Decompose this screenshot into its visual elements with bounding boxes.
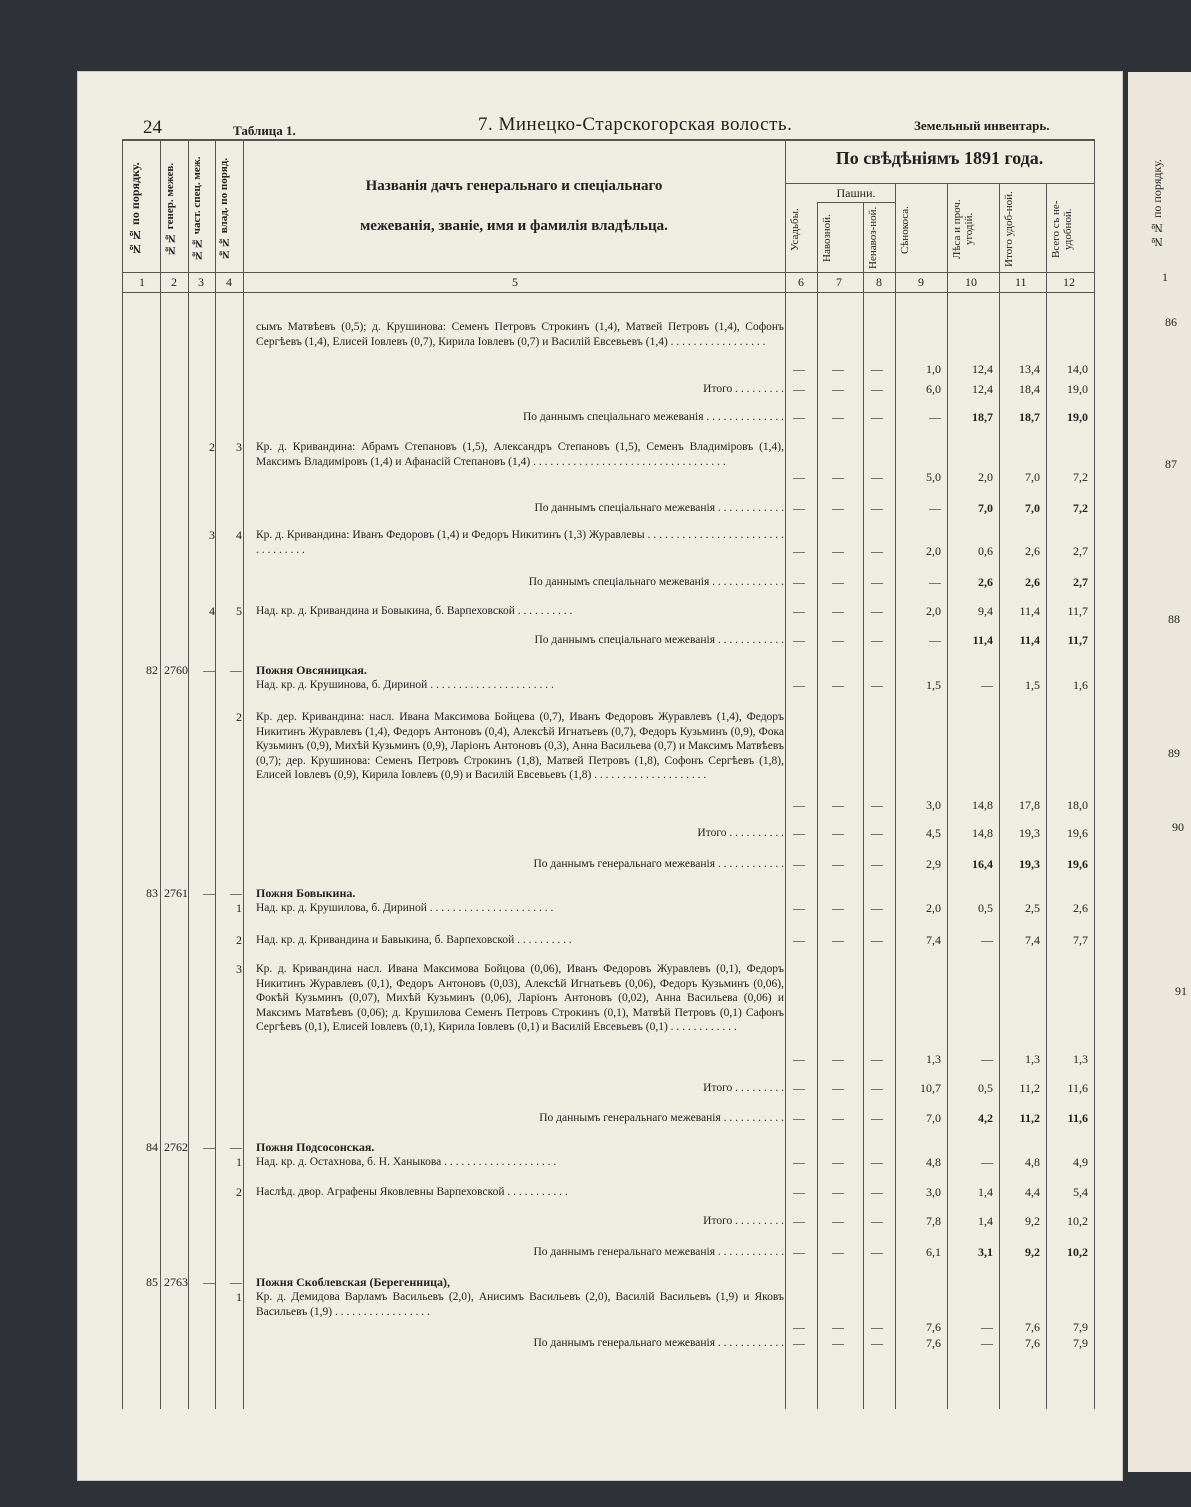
- row-value-v10: —: [981, 1155, 993, 1169]
- row-value-v10: 0,5: [978, 1081, 993, 1095]
- row-value-v6: —: [793, 604, 805, 618]
- row-value-v12: 1,3: [1073, 1052, 1088, 1066]
- row-id-c4: —: [230, 1140, 242, 1154]
- row-value-v8: —: [871, 1052, 883, 1066]
- row-value-v8: —: [871, 544, 883, 558]
- right-title: Земельный инвентарь.: [914, 118, 1050, 133]
- row-value-v9: 4,5: [926, 826, 941, 840]
- row-value-v7: —: [832, 1336, 844, 1350]
- row-value-v12: 7,9: [1073, 1320, 1088, 1334]
- row-value-v8: —: [871, 1320, 883, 1334]
- col-header-owner: №№ влад. по поряд.: [218, 157, 230, 261]
- row-description: По даннымъ спеціальнаго межеванія . . . . . . . . . . . . .: [528, 576, 784, 588]
- row-description: сымъ Матвѣевъ (0,5); д. Крушинова: Семенъ Петровъ Строкинъ (1,4), Матвей Петровъ (1,4), Софонъ Сергѣевъ (1,4), Елисей Іовлевъ (0,7), Кирила Іовлевъ (0,7) и Василій Евсевьевъ (1,4) . . . . . . . . . . . . . . . . .: [256, 321, 784, 348]
- row-value-v7: —: [832, 857, 844, 871]
- row-id-c1: 84: [146, 1140, 158, 1154]
- row-value-v12: 11,7: [1067, 633, 1088, 647]
- row-value-v6: —: [793, 1081, 805, 1095]
- row-value-v11: 18,7: [1019, 410, 1040, 424]
- row-value-v6: —: [793, 1185, 805, 1199]
- row-value-v8: —: [871, 1081, 883, 1095]
- row-value-v7: —: [832, 633, 844, 647]
- row-value-v6: —: [793, 1111, 805, 1125]
- row-value-v9: 7,6: [926, 1336, 941, 1350]
- row-value-v8: —: [871, 501, 883, 515]
- row-value-v9: 7,8: [926, 1214, 941, 1228]
- row-value-v9: —: [929, 410, 941, 424]
- row-value-v9: 2,0: [926, 901, 941, 915]
- row-id-c1: 83: [146, 886, 158, 900]
- row-value-v12: 19,6: [1067, 826, 1088, 840]
- row-value-v10: 18,7: [972, 410, 993, 424]
- row-value-v11: 7,0: [1025, 470, 1040, 484]
- row-value-v12: 18,0: [1067, 798, 1088, 812]
- row-value-v9: 6,1: [926, 1245, 941, 1259]
- row-value-v7: —: [832, 826, 844, 840]
- row-id-c4: —: [230, 663, 242, 677]
- row-value-v11: 7,6: [1025, 1320, 1040, 1334]
- row-description: По даннымъ генеральнаго межеванія . . . . . . . . . . . .: [533, 1246, 784, 1258]
- row-description: Наслѣд. двор. Аграфены Яковлевны Варпеховской . . . . . . . . . . .: [256, 1186, 568, 1198]
- row-description: Итого . . . . . . . . .: [703, 1215, 784, 1227]
- row-value-v12: 2,7: [1073, 575, 1088, 589]
- row-value-v12: 1,6: [1073, 678, 1088, 692]
- row-value-v9: 2,0: [926, 544, 941, 558]
- row-value-v7: —: [832, 1214, 844, 1228]
- row-value-v11: 9,2: [1025, 1214, 1040, 1228]
- col-header-nenavoznoi: Ненавоз-ной.: [867, 206, 879, 270]
- row-value-v6: —: [793, 1052, 805, 1066]
- col-sep-9: [947, 183, 948, 1409]
- row-value-v7: —: [832, 1052, 844, 1066]
- row-value-v10: —: [981, 1052, 993, 1066]
- row-id-c3: 2: [209, 440, 215, 454]
- row-description: По даннымъ генеральнаго межеванія . . . . . . . . . . . .: [533, 1337, 784, 1349]
- row-value-v6: —: [793, 382, 805, 396]
- row-value-v10: 1,4: [978, 1214, 993, 1228]
- pashni-line: [817, 202, 895, 203]
- top-border: [122, 139, 1094, 141]
- row-id-c3: —: [203, 663, 215, 677]
- row-description: По даннымъ генеральнаго межеванія . . . . . . . . . . . .: [533, 858, 784, 870]
- col-header-lesa: Лѣса и проч. угодій.: [951, 199, 975, 259]
- row-value-v6: —: [793, 362, 805, 376]
- col-sep-5: [785, 139, 786, 1409]
- row-value-v8: —: [871, 575, 883, 589]
- row-value-v8: —: [871, 410, 883, 424]
- colnum: 12: [1063, 275, 1075, 289]
- next-page-number: 88: [1168, 612, 1180, 626]
- meadow-heading: Пожня Подсосонская.: [256, 1140, 375, 1154]
- row-value-v7: —: [832, 470, 844, 484]
- row-value-v6: —: [793, 633, 805, 647]
- row-id-c2: 2762: [164, 1140, 188, 1154]
- col-header-usadby: Усадьбы.: [789, 208, 801, 252]
- colnum: 8: [876, 275, 882, 289]
- row-id-c3: 4: [209, 604, 215, 618]
- row-value-v12: 19,0: [1067, 382, 1088, 396]
- colnum: 10: [965, 275, 977, 289]
- row-value-v9: —: [929, 575, 941, 589]
- row-value-v11: 18,4: [1019, 382, 1040, 396]
- row-id-c4: —: [230, 886, 242, 900]
- row-id-c3: 3: [209, 528, 215, 542]
- row-value-v11: 11,4: [1019, 633, 1040, 647]
- row-value-v12: 19,0: [1067, 410, 1088, 424]
- row-id-c3: —: [203, 886, 215, 900]
- table-label: Таблица 1.: [233, 123, 296, 138]
- next-page-colnum: 1: [1162, 270, 1168, 284]
- row-value-v12: 7,7: [1073, 933, 1088, 947]
- row-value-v8: —: [871, 633, 883, 647]
- col-sep-6: [817, 202, 818, 1409]
- row-value-v11: 17,8: [1019, 798, 1040, 812]
- col-sep-8: [895, 183, 896, 1409]
- row-value-v7: —: [832, 382, 844, 396]
- row-value-v9: 2,0: [926, 604, 941, 618]
- col-header-gen: №№ генер. межев.: [164, 162, 176, 256]
- row-value-v12: 10,2: [1067, 1214, 1088, 1228]
- row-id-c3: —: [203, 1140, 215, 1154]
- row-value-v9: —: [929, 501, 941, 515]
- row-value-v9: 7,0: [926, 1111, 941, 1125]
- row-value-v8: —: [871, 826, 883, 840]
- row-value-v10: 9,4: [978, 604, 993, 618]
- row-value-v7: —: [832, 1081, 844, 1095]
- row-id-c4: 4: [236, 528, 242, 542]
- row-value-v9: 6,0: [926, 382, 941, 396]
- row-id-c4: 2: [236, 933, 242, 947]
- page-title: 7. Минецко-Старскогорская волость.: [478, 114, 793, 135]
- next-page-number: 87: [1165, 457, 1177, 471]
- row-value-v11: 2,5: [1025, 901, 1040, 915]
- row-value-v11: 11,2: [1019, 1081, 1040, 1095]
- row-value-v11: 7,0: [1025, 501, 1040, 515]
- row-value-v11: 7,6: [1025, 1336, 1040, 1350]
- row-value-v10: 0,5: [978, 901, 993, 915]
- row-value-v6: —: [793, 1245, 805, 1259]
- row-value-v10: 2,6: [978, 575, 993, 589]
- border-left: [122, 139, 123, 1409]
- row-value-v10: —: [981, 678, 993, 692]
- col-header-order: №№ по порядку.: [128, 162, 142, 256]
- row-value-v9: 1,3: [926, 1052, 941, 1066]
- row-value-v12: 11,6: [1067, 1081, 1088, 1095]
- row-value-v12: 7,2: [1073, 501, 1088, 515]
- row-value-v6: —: [793, 470, 805, 484]
- row-value-v7: —: [832, 1320, 844, 1334]
- row-description: Кр. д. Кривандина: Абрамъ Степановъ (1,5), Александръ Степановъ (1,5), Семенъ Владиміровъ (1,4), Максимъ Владиміровъ (1,4) и Афанасій Степановъ (1,4) . . . . . . . . . . . . . . . . . . . . . . . . . . . . . . . . . .: [256, 441, 784, 468]
- pashni-header: Пашни.: [836, 186, 876, 200]
- col-sep-3: [215, 139, 216, 1409]
- col-sep-4: [243, 139, 244, 1409]
- row-value-v7: —: [832, 1111, 844, 1125]
- row-value-v11: 9,2: [1025, 1245, 1040, 1259]
- row-value-v12: 11,7: [1067, 604, 1088, 618]
- row-value-v11: 19,3: [1019, 826, 1040, 840]
- row-value-v10: 14,8: [972, 826, 993, 840]
- row-id-c2: 2763: [164, 1275, 188, 1289]
- row-value-v10: 12,4: [972, 382, 993, 396]
- row-value-v8: —: [871, 857, 883, 871]
- row-value-v8: —: [871, 470, 883, 484]
- row-description: Кр. дер. Кривандина: насл. Ивана Максимова Бойцева (0,7), Иванъ Федоровъ Журавлевъ (1,4), Федоръ Никитинъ Журавлевъ (1,4), Федоръ Антоновъ (0,4), Алексѣй Игнатьевъ (0,7), Федоръ Кузьминъ (0,9), Фока Кузьминъ (0,9), Михѣй Кузьминъ (0,9), Ларіонъ Антоновъ (0,3), Анна Васильева (0,7) и Максимъ Матвѣевъ (0,7); дер. Крушинова: Семенъ Петровъ Строкинъ (1,8), Матвей Петровъ (1,8), Софонъ Сергѣевъ (1,8), Елисей Іовлевъ (0,9), Кирила Іовлевъ (0,9) и Василій Евсевьевъ (1,8) . . . . . . . . . . . . . . . . . . . .: [256, 711, 784, 781]
- row-value-v6: —: [793, 1214, 805, 1228]
- row-id-c4: 2: [236, 710, 242, 724]
- row-value-v11: 11,4: [1019, 604, 1040, 618]
- header-bottom: [122, 272, 1094, 273]
- row-value-v6: —: [793, 901, 805, 915]
- row-value-v9: 7,6: [926, 1320, 941, 1334]
- row-value-v7: —: [832, 1155, 844, 1169]
- next-page-edge: [1128, 72, 1191, 1472]
- row-description: Кр. д. Кривандина насл. Ивана Максимова Бойцова (0,06), Иванъ Федоровъ Журавлевъ (0,1), Федоръ Никитинъ Журавлевъ (0,1), Федоръ Антоновъ (0,03), Алексѣй Игнатьевъ (0,06), Федоръ Кузьминъ (0,06), Фокѣй Кузьминъ (0,07), Михѣй Кузьминъ (0,06), Ларіонъ Антоновъ (0,02), Анна Васильева (0,06) и Максимъ Матвѣевъ (0,06); д. Крушилова Семенъ Петровъ Строкинъ (0,1), Матвѣй Петровъ (0,1) Сафонъ Сергѣевъ (0,1), Елисей Іовлевъ (0,1), Кирила Іовлевъ (0,1) и Василій Евсевьевъ (0,1) . . . . . . . . . . . .: [256, 963, 784, 1033]
- row-value-v11: 2,6: [1025, 575, 1040, 589]
- row-value-v11: 11,2: [1019, 1111, 1040, 1125]
- next-page-number: 86: [1165, 315, 1177, 329]
- row-value-v10: 16,4: [972, 857, 993, 871]
- row-description: По даннымъ спеціальнаго межеванія . . . . . . . . . . . .: [534, 502, 784, 514]
- row-value-v7: —: [832, 678, 844, 692]
- row-value-v8: —: [871, 933, 883, 947]
- row-value-v11: 19,3: [1019, 857, 1040, 871]
- row-value-v10: 12,4: [972, 362, 993, 376]
- col-sep-11: [1046, 183, 1047, 1409]
- row-value-v8: —: [871, 678, 883, 692]
- row-value-v11: 4,4: [1025, 1185, 1040, 1199]
- colnum: 2: [171, 275, 177, 289]
- row-value-v9: 5,0: [926, 470, 941, 484]
- row-value-v8: —: [871, 362, 883, 376]
- row-id-c2: 2761: [164, 886, 188, 900]
- meadow-heading: Пожня Скоблевская (Берегенница),: [256, 1275, 451, 1289]
- row-value-v7: —: [832, 798, 844, 812]
- row-description: По даннымъ спеціальнаго межеванія . . . . . . . . . . . . . .: [522, 411, 784, 423]
- row-value-v6: —: [793, 678, 805, 692]
- col-header-spec: №№ част. спец. меж.: [191, 156, 203, 262]
- row-value-v6: —: [793, 501, 805, 515]
- row-value-v9: —: [929, 633, 941, 647]
- row-value-v7: —: [832, 901, 844, 915]
- row-value-v10: 14,8: [972, 798, 993, 812]
- row-id-c4: 2: [236, 1185, 242, 1199]
- row-value-v7: —: [832, 544, 844, 558]
- row-value-v9: 1,0: [926, 362, 941, 376]
- col-sep-10: [999, 183, 1000, 1409]
- row-value-v9: 3,0: [926, 1185, 941, 1199]
- row-value-v10: —: [981, 1320, 993, 1334]
- row-description: Над. кр. д. Остахнова, б. Н. Ханыкова . . . . . . . . . . . . . . . . . . . .: [256, 1156, 557, 1168]
- row-id-c4: 1: [236, 1290, 242, 1304]
- row-value-v9: 1,5: [926, 678, 941, 692]
- next-page-header: №№ по порядку.: [1150, 159, 1164, 249]
- row-value-v7: —: [832, 410, 844, 424]
- row-value-v8: —: [871, 1214, 883, 1228]
- row-value-v12: 7,2: [1073, 470, 1088, 484]
- row-id-c1: 82: [146, 663, 158, 677]
- col-header-itogo: Итого удоб-ной.: [1003, 191, 1015, 267]
- colnum: 4: [226, 275, 232, 289]
- row-description: Итого . . . . . . . . .: [703, 383, 784, 395]
- colnum: 6: [798, 275, 804, 289]
- row-value-v10: 0,6: [978, 544, 993, 558]
- row-id-c3: —: [203, 1275, 215, 1289]
- row-value-v11: 1,3: [1025, 1052, 1040, 1066]
- row-id-c4: 3: [236, 440, 242, 454]
- page-number: 24: [143, 117, 162, 138]
- row-value-v9: 4,8: [926, 1155, 941, 1169]
- row-value-v6: —: [793, 1336, 805, 1350]
- row-value-v12: 5,4: [1073, 1185, 1088, 1199]
- row-value-v6: —: [793, 826, 805, 840]
- row-value-v12: 10,2: [1067, 1245, 1088, 1259]
- row-id-c2: 2760: [164, 663, 188, 677]
- row-description: По даннымъ генеральнаго межеванія . . . . . . . . . . .: [539, 1112, 784, 1124]
- colnum: 7: [836, 275, 842, 289]
- row-value-v12: 7,9: [1073, 1336, 1088, 1350]
- row-id-c4: 5: [236, 604, 242, 618]
- row-value-v7: —: [832, 362, 844, 376]
- row-value-v10: —: [981, 1336, 993, 1350]
- row-value-v8: —: [871, 1185, 883, 1199]
- row-value-v8: —: [871, 1245, 883, 1259]
- row-value-v8: —: [871, 1336, 883, 1350]
- row-value-v6: —: [793, 857, 805, 871]
- row-value-v6: —: [793, 575, 805, 589]
- row-value-v9: 3,0: [926, 798, 941, 812]
- row-value-v10: 7,0: [978, 501, 993, 515]
- row-value-v10: 4,2: [978, 1111, 993, 1125]
- row-value-v6: —: [793, 410, 805, 424]
- next-page-number: 91: [1175, 984, 1187, 998]
- row-value-v7: —: [832, 604, 844, 618]
- colnum: 11: [1015, 275, 1027, 289]
- col-header-navoznoi: Навозной.: [821, 214, 833, 262]
- row-id-c4: 1: [236, 901, 242, 915]
- row-value-v7: —: [832, 501, 844, 515]
- row-description: Кр. д. Кривандина: Иванъ Федоровъ (1,4) и Федоръ Никитинъ (1,3) Журавлевы . . . . . . . . . . . . . . . . . . . . . . . . . . . . . . . . .: [256, 529, 784, 556]
- row-value-v11: 1,5: [1025, 678, 1040, 692]
- row-value-v10: 1,4: [978, 1185, 993, 1199]
- border-right: [1094, 139, 1095, 1409]
- row-value-v12: 19,6: [1067, 857, 1088, 871]
- col-header-senokosa: Сѣнокоса.: [899, 206, 911, 254]
- row-description: Над. кр. д. Крушинова, б. Дириной . . . . . . . . . . . . . . . . . . . . . .: [256, 679, 554, 691]
- row-value-v12: 11,6: [1067, 1111, 1088, 1125]
- group-title-line: [785, 183, 1094, 184]
- row-value-v12: 2,6: [1073, 901, 1088, 915]
- row-value-v6: —: [793, 933, 805, 947]
- row-id-c4: —: [230, 1275, 242, 1289]
- row-description: Над. кр. д. Кривандина и Бавыкина, б. Варпеховской . . . . . . . . . .: [256, 934, 572, 946]
- group-title: По свѣдѣніямъ 1891 года.: [835, 148, 1044, 168]
- row-description: По даннымъ спеціальнаго межеванія . . . . . . . . . . . .: [534, 634, 784, 646]
- row-value-v10: 3,1: [978, 1245, 993, 1259]
- col-sep-1: [160, 139, 161, 1409]
- row-value-v7: —: [832, 933, 844, 947]
- row-value-v6: —: [793, 544, 805, 558]
- row-value-v11: 4,8: [1025, 1155, 1040, 1169]
- row-value-v9: 10,7: [920, 1081, 941, 1095]
- col-sep-2: [188, 139, 189, 1409]
- row-value-v12: 4,9: [1073, 1155, 1088, 1169]
- col-header-names-1: Названія дачъ генеральнаго и спеціальнаго: [365, 178, 663, 194]
- col-header-names-2: межеванія, званіе, имя и фамилія владѣльца.: [360, 218, 668, 234]
- row-value-v9: 2,9: [926, 857, 941, 871]
- colnum: 5: [512, 275, 518, 289]
- row-value-v11: 7,4: [1025, 933, 1040, 947]
- row-id-c1: 85: [146, 1275, 158, 1289]
- row-value-v10: 2,0: [978, 470, 993, 484]
- row-value-v7: —: [832, 1245, 844, 1259]
- row-value-v7: —: [832, 575, 844, 589]
- row-value-v8: —: [871, 382, 883, 396]
- meadow-heading: Пожня Бовыкина.: [256, 886, 356, 900]
- colnum: 9: [918, 275, 924, 289]
- row-id-c4: 1: [236, 1155, 242, 1169]
- meadow-heading: Пожня Овсяницкая.: [256, 663, 367, 677]
- col-header-vsego: Всего съ не-удобной.: [1050, 200, 1074, 258]
- row-value-v8: —: [871, 798, 883, 812]
- next-page-number: 89: [1168, 746, 1180, 760]
- row-value-v11: 13,4: [1019, 362, 1040, 376]
- colnum: 3: [198, 275, 204, 289]
- row-description: Над. кр. д. Крушилова, б. Дириной . . . . . . . . . . . . . . . . . . . . . .: [256, 902, 554, 914]
- row-value-v10: 11,4: [972, 633, 993, 647]
- row-value-v11: 2,6: [1025, 544, 1040, 558]
- numbers-bottom: [122, 292, 1094, 293]
- row-value-v12: 14,0: [1067, 362, 1088, 376]
- row-id-c4: 3: [236, 962, 242, 976]
- col-sep-7: [863, 202, 864, 1409]
- row-value-v12: 2,7: [1073, 544, 1088, 558]
- row-description: Итого . . . . . . . . . .: [697, 827, 784, 839]
- row-value-v8: —: [871, 1111, 883, 1125]
- row-description: Над. кр. д. Кривандина и Бовыкина, б. Варпеховской . . . . . . . . . .: [256, 605, 573, 617]
- next-page-number: 90: [1172, 820, 1184, 834]
- row-value-v7: —: [832, 1185, 844, 1199]
- colnum: 1: [139, 275, 145, 289]
- row-value-v8: —: [871, 604, 883, 618]
- row-value-v8: —: [871, 901, 883, 915]
- row-value-v6: —: [793, 1320, 805, 1334]
- row-value-v6: —: [793, 798, 805, 812]
- row-value-v10: —: [981, 933, 993, 947]
- row-description: Кр. д. Демидова Варламъ Васильевъ (2,0), Анисимъ Васильевъ (2,0), Василій Васильевъ (1,9) и Яковъ Васильевъ (1,9) . . . . . . . . . . . . . . . . .: [256, 1291, 784, 1318]
- row-description: Итого . . . . . . . . .: [703, 1082, 784, 1094]
- row-value-v9: 7,4: [926, 933, 941, 947]
- row-value-v8: —: [871, 1155, 883, 1169]
- row-value-v6: —: [793, 1155, 805, 1169]
